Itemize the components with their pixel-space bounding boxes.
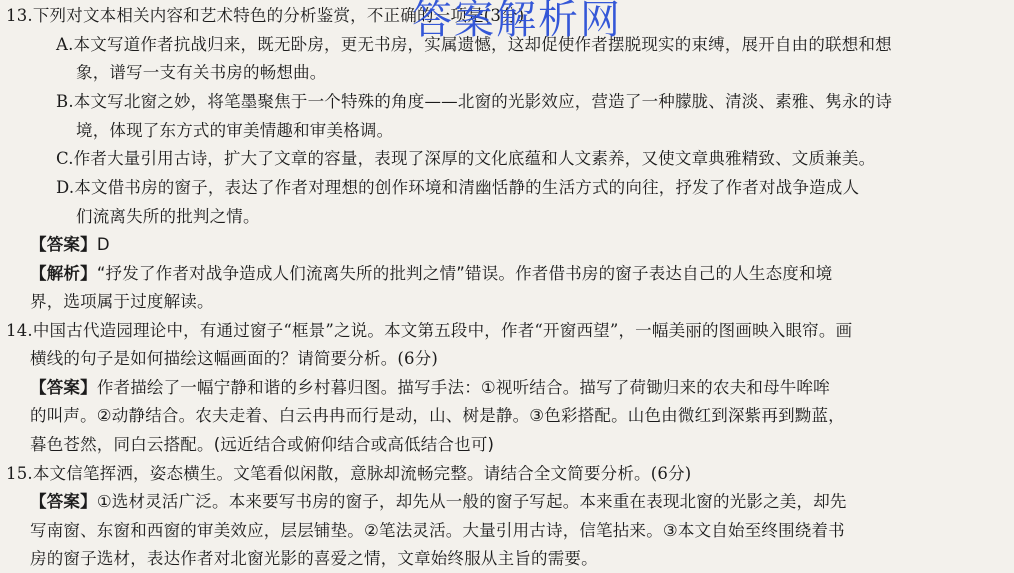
q15-answer-line2: 写南窗、东窗和西窗的审美效应，层层铺垫。②笔法灵活。大量引用古诗，信笔拈来。③本文自始至终围绕着书 [30,521,845,540]
q15-answer-line1 [30,488,847,516]
q13-option-a-line2: 象，谱写一支有关书房的畅想曲。 [76,63,327,82]
answer-tag: 【答案】 [30,235,97,254]
q14-stem-line1: 14.中国古代造园理论中，有通过窗子“框景”之说。本文第五段中，作者“开窗西望”，一幅美丽的图画映入眼帘。画 [6,321,853,340]
q13-option-d-line2: 们流离失所的批判之情。 [76,207,260,226]
q13-option-a-line1: A.本文写道作者抗战归来，既无卧房，更无书房，实属遗憾，这却促使作者摆脱现实的束缚，展开自由的联想和想 [56,35,892,54]
q15-answer-line3: 房的窗子选材，表达作者对北窗光影的喜爱之情，文章始终服从主旨的需要。 [30,549,598,568]
q13-stem: 13.下列对文本相关内容和艺术特色的分析鉴赏，不正确的一项是(3分) [6,6,525,25]
q13-option-d-line1: D.本文借书房的窗子，表达了作者对理想的创作环境和清幽恬静的生活方式的向往，抒发了作者对战争造成人 [56,178,860,197]
q14-stem-line2: 横线的句子是如何描绘这幅画面的？请简要分析。(6分) [30,349,439,368]
q13-analysis-line2: 界，选项属于过度解读。 [30,292,214,311]
q14-answer-line1 [30,374,830,402]
answer-text: 作者描绘了一幅宁静和谐的乡村暮归图。描写手法：①视听结合。描写了荷锄归来的农夫和母牛哞哞 [96,378,830,397]
q14-answer-line2: 的叫声。②动静结合。农夫走着、白云冉冉而行是动，山、树是静。③色彩搭配。山色由微红到深紫再到黝蓝， [30,406,845,425]
answer-tag: 【答案】 [30,378,97,397]
answer-tag: 【答案】 [30,492,97,511]
q13-option-b-line1: B.本文写北窗之妙，将笔墨聚焦于一个特殊的角度——北窗的光影效应，营造了一种朦胧、清淡、素雅、隽永的诗 [56,92,893,111]
q15-stem: 15.本文信笔挥洒，姿态横生。文笔看似闲散，意脉却流畅完整。请结合全文简要分析。(6分) [6,464,692,483]
analysis-tag: 【解析】 [30,264,97,283]
q13-option-b-line2: 境，体现了东方式的审美情趣和审美格调。 [76,121,394,140]
q13-answer [30,231,110,259]
analysis-text: “抒发了作者对战争造成人们流离失所的批判之情”错误。作者借书房的窗子表达自己的人生态度和境 [96,264,833,283]
answer-value: D [96,235,110,254]
q14-answer-line3: 暮色苍然，同白云搭配。(远近结合或俯仰结合或高低结合也可) [30,435,495,454]
q13-analysis-line1 [30,260,832,288]
watermark-logo-text: 答案解析网 [412,0,622,43]
answer-text: ①选材灵活广泛。本来要写书房的窗子，却先从一般的窗子写起。本来重在表现北窗的光影之美，却先 [96,492,847,511]
q13-option-c: C.作者大量引用古诗，扩大了文章的容量，表现了深厚的文化底蕴和人文素养，又使文章典雅精致、文质兼美。 [56,149,876,168]
